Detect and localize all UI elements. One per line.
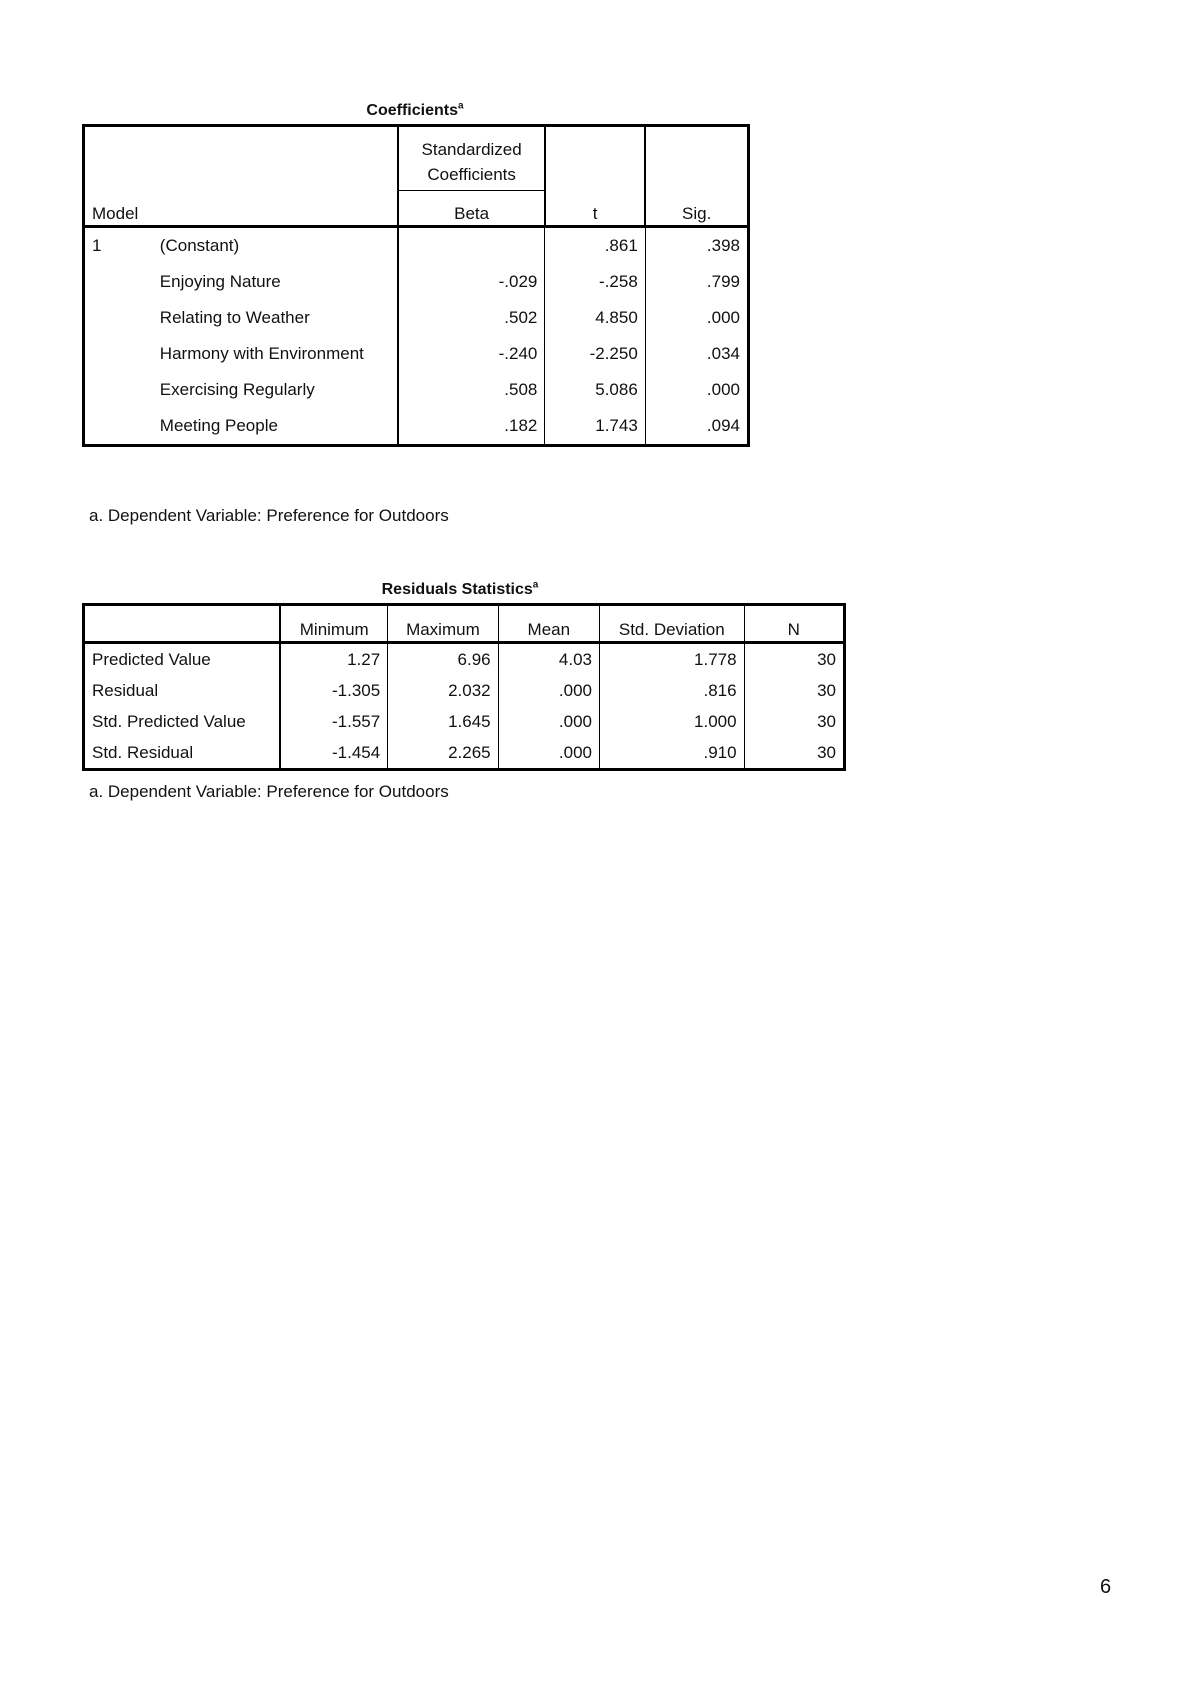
coefficients-title-text: Coefficients — [366, 102, 458, 119]
sig-value: .034 — [645, 336, 748, 372]
maximum-value: 2.032 — [388, 675, 498, 706]
sig-value: .799 — [645, 264, 748, 300]
header-model: Model — [84, 191, 399, 227]
maximum-value: 1.645 — [388, 706, 498, 737]
minimum-value: -1.454 — [280, 737, 387, 770]
header-sig: Sig. — [645, 191, 748, 227]
n-value: 30 — [744, 706, 844, 737]
t-value: -.258 — [545, 264, 645, 300]
beta-value: -.029 — [398, 264, 545, 300]
t-value: 5.086 — [545, 372, 645, 408]
table-row — [84, 737, 845, 770]
minimum-value: -1.305 — [280, 675, 387, 706]
table-row — [84, 264, 749, 300]
page-number: 6 — [1100, 1576, 1112, 1598]
header-coefficients: Coefficients — [398, 160, 545, 191]
model-number: 1 — [92, 236, 102, 255]
beta-value — [398, 227, 545, 265]
row-label: (Constant) — [159, 236, 240, 255]
row-label: Harmony with Environment — [159, 344, 364, 363]
coefficients-footnote: a. Dependent Variable: Preference for Outdoors — [89, 506, 449, 525]
table-row — [84, 372, 749, 408]
coefficients-title — [300, 102, 530, 120]
mean-value: 4.03 — [498, 643, 599, 676]
residuals-title-superscript: a — [532, 579, 539, 591]
beta-value: .182 — [398, 408, 545, 446]
t-value: 1.743 — [545, 408, 645, 446]
header-minimum: Minimum — [280, 605, 387, 643]
maximum-value: 6.96 — [388, 643, 498, 676]
table-row — [84, 227, 749, 265]
maximum-value: 2.265 — [388, 737, 498, 770]
t-value: 4.850 — [545, 300, 645, 336]
residuals-title-text: Residuals Statistics — [381, 581, 533, 598]
beta-value: .508 — [398, 372, 545, 408]
header-standardized: Standardized — [398, 126, 545, 161]
table-row — [84, 706, 845, 737]
residuals-footnote: a. Dependent Variable: Preference for Outdoors — [89, 782, 449, 801]
row-label: Meeting People — [159, 416, 278, 435]
sig-value: .094 — [645, 408, 748, 446]
header-maximum: Maximum — [388, 605, 498, 643]
header-mean: Mean — [498, 605, 599, 643]
std-deviation-value: 1.778 — [600, 643, 745, 676]
row-label: Std. Predicted Value — [92, 711, 246, 731]
sig-value: .000 — [645, 372, 748, 408]
mean-value: .000 — [498, 706, 599, 737]
std-deviation-value: .816 — [600, 675, 745, 706]
minimum-value: -1.557 — [280, 706, 387, 737]
header-t: t — [545, 191, 645, 227]
std-deviation-value: 1.000 — [600, 706, 745, 737]
n-value: 30 — [744, 643, 844, 676]
std-deviation-value: .910 — [600, 737, 745, 770]
table-row — [84, 675, 845, 706]
residuals-table — [82, 603, 846, 771]
header-std-deviation: Std. Deviation — [600, 605, 745, 643]
row-label: Relating to Weather — [159, 308, 310, 327]
table-row — [84, 643, 845, 676]
mean-value: .000 — [498, 675, 599, 706]
row-label: Std. Residual — [92, 742, 194, 762]
row-label: Exercising Regularly — [159, 380, 315, 399]
header-n: N — [744, 605, 844, 643]
coefficients-title-superscript: a — [458, 100, 464, 112]
table-row — [84, 408, 749, 446]
beta-value: -.240 — [398, 336, 545, 372]
t-value: -2.250 — [545, 336, 645, 372]
n-value: 30 — [744, 675, 844, 706]
n-value: 30 — [744, 737, 844, 770]
row-label: Predicted Value — [92, 649, 211, 669]
table-row — [84, 336, 749, 372]
sig-value: .000 — [645, 300, 748, 336]
row-label: Residual — [92, 680, 159, 700]
minimum-value: 1.27 — [280, 643, 387, 676]
beta-value: .502 — [398, 300, 545, 336]
sig-value: .398 — [645, 227, 748, 265]
coefficients-table — [82, 124, 750, 447]
row-label: Enjoying Nature — [159, 272, 281, 291]
mean-value: .000 — [498, 737, 599, 770]
t-value: .861 — [545, 227, 645, 265]
table-row — [84, 300, 749, 336]
residuals-title — [330, 581, 590, 599]
header-beta: Beta — [398, 191, 545, 227]
